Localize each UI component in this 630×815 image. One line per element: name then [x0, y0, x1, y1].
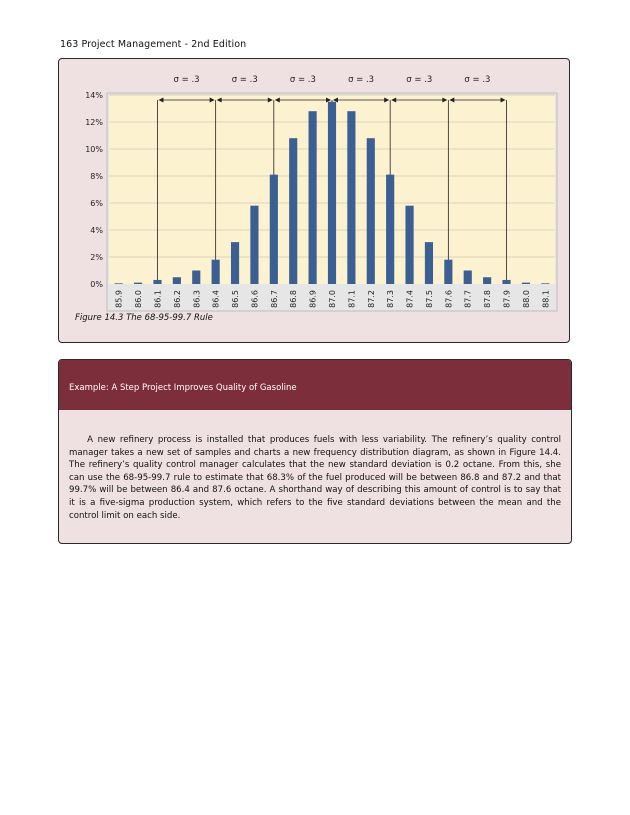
bar	[386, 175, 394, 284]
example-text: A new refinery process is installed that produces fuels with less variability. The refinery’s quality control manager takes a new set of samples and charts a new frequency distribution diagram, as shown in Figure 14.4. The refinery’s quality control manager calculates that the new standard deviation is 0.2 octane. From this, she can use the 68-95-99.7 rule to estimate that 68.3% of the fuel produced will be between 86.8 and 87.2 and that 99.7% will be between 86.4 and 87.6 octane. A shorthand way of describing this amount of control is to say that it is a five-sigma production system, which refers to the five standard deviations between the mean and the control limit on each side.	[69, 435, 561, 521]
sigma-label: σ = .3	[406, 75, 433, 85]
x-tick-label: 87.7	[463, 290, 473, 308]
bar	[231, 242, 239, 284]
bar	[289, 138, 297, 284]
x-tick-label: 86.0	[134, 290, 144, 308]
y-tick-label: 2%	[90, 253, 103, 262]
bar	[464, 271, 472, 285]
x-tick-label: 87.5	[424, 290, 434, 308]
bar	[328, 102, 336, 284]
bar	[153, 280, 161, 284]
sigma-label: σ = .3	[173, 75, 200, 85]
y-tick-label: 10%	[85, 145, 103, 154]
x-tick-label: 86.8	[289, 290, 299, 308]
bar	[347, 111, 355, 284]
x-tick-label: 86.6	[250, 290, 260, 308]
x-tick-label: 87.8	[483, 290, 493, 308]
x-tick-label: 86.9	[308, 290, 318, 308]
y-tick-label: 8%	[90, 172, 103, 181]
bar	[405, 206, 413, 284]
x-tick-label: 87.3	[386, 290, 396, 308]
bar	[444, 260, 452, 284]
x-tick-label: 88.1	[541, 290, 551, 308]
x-tick-label: 87.4	[405, 290, 415, 308]
bar	[367, 138, 375, 284]
bar	[250, 206, 258, 284]
y-tick-label: 4%	[90, 226, 103, 235]
y-tick-label: 14%	[85, 91, 103, 100]
bar	[541, 283, 549, 284]
figure-caption: Figure 14.3 The 68-95-99.7 Rule	[75, 313, 213, 323]
figure-box	[58, 58, 570, 343]
y-tick-label: 0%	[90, 280, 103, 289]
normal-distribution-chart	[59, 59, 571, 314]
x-tick-label: 86.4	[211, 290, 221, 308]
bar	[425, 242, 433, 284]
bar	[309, 111, 317, 284]
bar	[483, 277, 491, 284]
bar	[192, 271, 200, 285]
x-tick-label: 86.1	[153, 290, 163, 308]
sigma-label: σ = .3	[289, 75, 316, 85]
x-tick-label: 86.7	[269, 290, 279, 308]
example-box	[58, 359, 572, 544]
sigma-label: σ = .3	[348, 75, 375, 85]
y-tick-label: 12%	[85, 118, 103, 127]
x-tick-label: 85.9	[114, 290, 124, 308]
bar	[115, 283, 123, 284]
sigma-label: σ = .3	[464, 75, 491, 85]
x-tick-label: 87.1	[347, 290, 357, 308]
x-tick-label: 87.9	[502, 290, 512, 308]
x-tick-label: 86.3	[192, 290, 202, 308]
bar	[212, 260, 220, 284]
example-header	[59, 360, 571, 410]
sigma-label: σ = .3	[231, 75, 258, 85]
x-tick-label: 87.0	[328, 290, 337, 308]
bar	[134, 283, 142, 284]
bar	[522, 283, 530, 284]
x-tick-label: 88.0	[521, 290, 531, 308]
example-title: Example: A Step Project Improves Quality of Gasoline	[69, 383, 297, 393]
x-tick-label: 87.2	[366, 290, 376, 308]
bar	[173, 277, 181, 284]
x-tick-label: 87.6	[444, 290, 454, 308]
x-tick-label: 86.5	[231, 290, 241, 308]
y-tick-label: 6%	[90, 199, 103, 208]
x-tick-label: 86.2	[172, 290, 182, 308]
bar	[270, 175, 278, 284]
page-header: 163 Project Management - 2nd Edition	[60, 39, 247, 50]
example-body	[69, 434, 561, 522]
bar	[502, 280, 510, 284]
